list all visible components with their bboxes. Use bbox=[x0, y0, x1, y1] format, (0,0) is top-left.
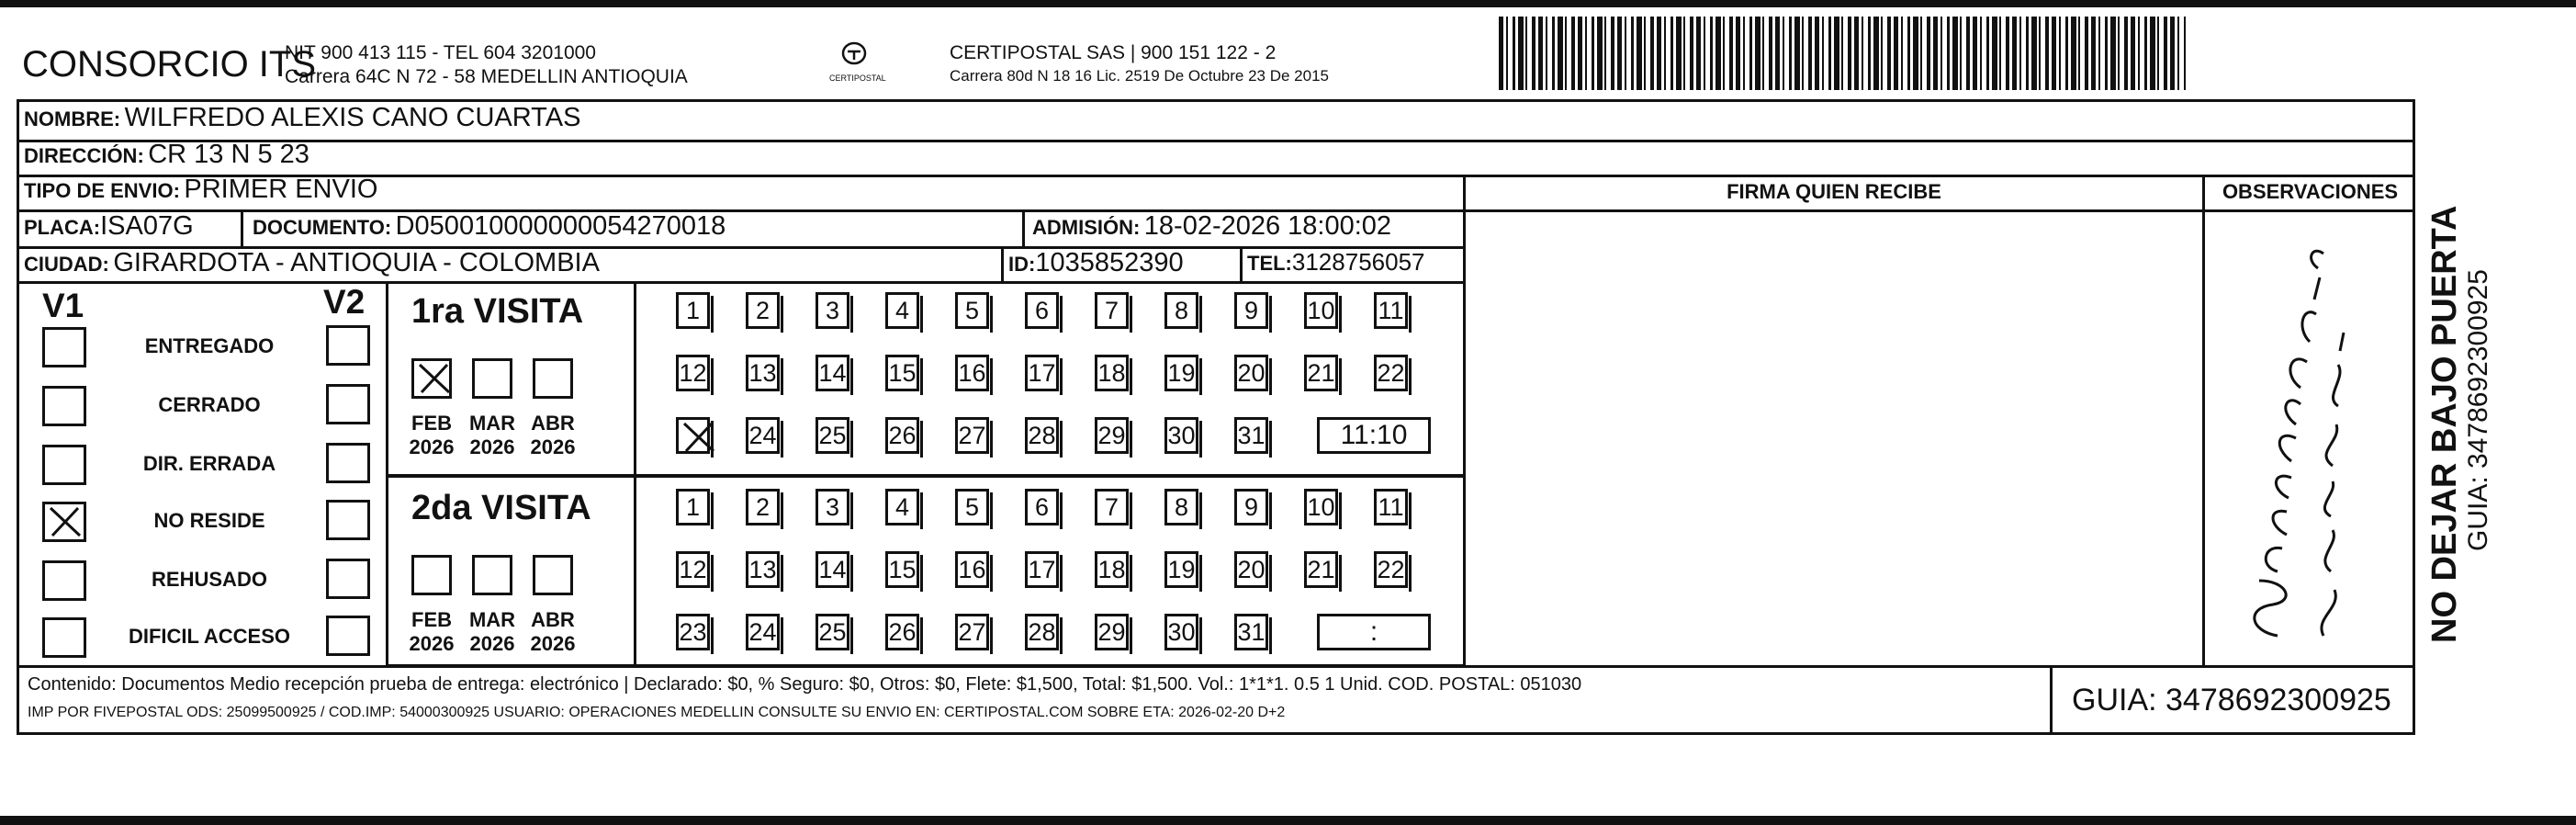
visit-day-box[interactable]: 28 bbox=[1025, 417, 1059, 454]
nit-line: NIT 900 413 115 - TEL 604 3201000 bbox=[285, 42, 596, 63]
visit-year-label: 2026 bbox=[530, 435, 576, 458]
status-v2-checkbox[interactable] bbox=[326, 384, 370, 424]
visit-month-label: MAR bbox=[468, 412, 516, 435]
visit-day-box[interactable]: 7 bbox=[1095, 292, 1129, 329]
bottom-border bbox=[0, 816, 2576, 825]
visit-year-label: 2026 bbox=[469, 632, 515, 655]
visit-day-box[interactable]: 26 bbox=[885, 417, 919, 454]
status-option-label: NO RESIDE bbox=[153, 509, 265, 532]
visit-day-box[interactable]: 14 bbox=[816, 355, 849, 391]
address-line: Carrera 64C N 72 - 58 MEDELLIN ANTIOQUIA bbox=[285, 66, 688, 87]
status-v2-checkbox[interactable] bbox=[326, 500, 370, 540]
visit-day-box[interactable]: 19 bbox=[1164, 355, 1198, 391]
visit-month-checkbox[interactable] bbox=[411, 358, 452, 399]
visit-day-box[interactable]: 7 bbox=[1095, 489, 1129, 526]
visit-day-box[interactable]: 31 bbox=[1234, 614, 1268, 650]
visit-day-box[interactable]: 12 bbox=[676, 355, 710, 391]
status-option-label: ENTREGADO bbox=[144, 334, 275, 357]
side-warning-panel bbox=[2424, 101, 2492, 652]
firma-label: FIRMA QUIEN RECIBE bbox=[1727, 180, 1941, 203]
visit-day-box[interactable]: 29 bbox=[1095, 417, 1129, 454]
direccion-value: CR 13 N 5 23 bbox=[148, 140, 309, 169]
visit-month-checkbox[interactable] bbox=[533, 358, 573, 399]
visit-day-box[interactable]: 31 bbox=[1234, 417, 1268, 454]
nombre-row: NOMBRE: WILFREDO ALEXIS CANO CUARTAS bbox=[24, 103, 581, 132]
visit-month-label: ABR bbox=[531, 412, 575, 435]
visit-day-box[interactable]: 13 bbox=[746, 355, 780, 391]
status-v2-checkbox[interactable] bbox=[326, 616, 370, 656]
top-border bbox=[0, 0, 2576, 7]
visit-day-box[interactable]: 27 bbox=[955, 614, 989, 650]
visit-month-checkbox[interactable] bbox=[472, 358, 512, 399]
visit-day-box[interactable]: 1 bbox=[676, 489, 710, 526]
visit-day-box[interactable]: 15 bbox=[885, 551, 919, 588]
visit-day-box[interactable]: 5 bbox=[955, 292, 989, 329]
visit-year-label: 2026 bbox=[469, 435, 515, 458]
visit-day-box[interactable]: 27 bbox=[955, 417, 989, 454]
visit-day-box[interactable]: 30 bbox=[1164, 417, 1198, 454]
visit-month-label: FEB bbox=[411, 608, 452, 631]
nombre-value: WILFREDO ALEXIS CANO CUARTAS bbox=[124, 103, 581, 132]
visit-title: 1ra VISITA bbox=[411, 292, 584, 331]
side-warning-text: NO DEJAR BAJO PUERTA bbox=[2425, 205, 2464, 643]
visit-day-box[interactable]: 2 bbox=[746, 489, 780, 526]
footer-guia: GUIA: 3478692300925 bbox=[2072, 683, 2391, 718]
status-v2-checkbox[interactable] bbox=[326, 443, 370, 483]
visit-day-box[interactable]: 17 bbox=[1025, 355, 1059, 391]
company-name: CONSORCIO ITS bbox=[22, 44, 317, 85]
status-v1-checkbox[interactable] bbox=[42, 327, 86, 367]
visit-day-box[interactable]: 23 bbox=[676, 614, 710, 650]
visit-year-label: 2026 bbox=[409, 632, 455, 655]
visit-day-box[interactable]: 10 bbox=[1304, 292, 1338, 329]
visit-day-box[interactable]: 12 bbox=[676, 551, 710, 588]
v2-header: V2 bbox=[323, 283, 366, 321]
visit-day-box[interactable]: 24 bbox=[746, 614, 780, 650]
status-option-label: DIFICIL ACCESO bbox=[128, 625, 290, 648]
direccion-row: DIRECCIÓN: CR 13 N 5 23 bbox=[24, 140, 309, 169]
side-guia-text: GUIA: 3478692300925 bbox=[2463, 269, 2492, 551]
visit-month-checkbox[interactable] bbox=[533, 555, 573, 595]
visit-day-box[interactable]: 9 bbox=[1234, 489, 1268, 526]
tel-field: TEL:3128756057 bbox=[1247, 248, 1425, 276]
status-v1-checkbox[interactable] bbox=[42, 617, 86, 658]
status-option-label: DIR. ERRADA bbox=[142, 452, 276, 475]
visit-day-box[interactable] bbox=[676, 417, 710, 454]
placa-field: PLACA:ISA07G bbox=[24, 211, 194, 241]
visit-day-box[interactable]: 2 bbox=[746, 292, 780, 329]
visit-day-box[interactable]: 21 bbox=[1304, 355, 1338, 391]
visit-day-box[interactable]: 16 bbox=[955, 551, 989, 588]
license-line: Carrera 80d N 18 16 Lic. 2519 De Octubre 23 De 2015 bbox=[950, 67, 1329, 85]
visit-day-box[interactable]: 3 bbox=[816, 489, 849, 526]
footer-imp-line: IMP POR FIVEPOSTAL ODS: 25099500925 / COD.IMP: 54000300925 USUARIO: OPERACIONES MEDELLIN CONSULTE SU ENVIO EN: CERTIPOSTAL.COM SOBRE ETA: 2026-02-20 D+2 bbox=[28, 705, 1286, 720]
logo-text: CERTIPOSTAL bbox=[829, 73, 886, 83]
visit-day-box[interactable]: 14 bbox=[816, 551, 849, 588]
status-v1-checkbox[interactable] bbox=[42, 386, 86, 426]
tipo-envio-row: TIPO DE ENVIO: PRIMER ENVIO bbox=[24, 175, 378, 204]
status-v2-checkbox[interactable] bbox=[326, 325, 370, 366]
visit-day-box[interactable]: 15 bbox=[885, 355, 919, 391]
certipostal-logo-icon bbox=[832, 40, 876, 68]
status-option-label: REHUSADO bbox=[152, 568, 267, 591]
visit-day-box[interactable]: 30 bbox=[1164, 614, 1198, 650]
status-v1-checkbox[interactable] bbox=[42, 502, 86, 542]
visit-day-box[interactable]: 28 bbox=[1025, 614, 1059, 650]
visit-year-label: 2026 bbox=[409, 435, 455, 458]
visit-day-box[interactable]: 26 bbox=[885, 614, 919, 650]
admision-field: ADMISIÓN: 18-02-2026 18:00:02 bbox=[1032, 211, 1392, 241]
visit-day-box[interactable]: 16 bbox=[955, 355, 989, 391]
visit-day-box[interactable]: 4 bbox=[885, 292, 919, 329]
visit-day-box[interactable]: 6 bbox=[1025, 292, 1059, 329]
visit-title: 2da VISITA bbox=[411, 489, 591, 527]
visit-time-field[interactable]: : bbox=[1317, 614, 1431, 650]
visit-time-field[interactable]: 11:10 bbox=[1317, 417, 1431, 454]
visit-day-box[interactable]: 5 bbox=[955, 489, 989, 526]
observaciones-label: OBSERVACIONES bbox=[2222, 180, 2399, 203]
visit-day-box[interactable]: 18 bbox=[1095, 551, 1129, 588]
visit-day-box[interactable]: 3 bbox=[816, 292, 849, 329]
status-v2-checkbox[interactable] bbox=[326, 559, 370, 599]
visit-day-box[interactable]: 19 bbox=[1164, 551, 1198, 588]
handwriting-scribble-icon bbox=[2222, 241, 2360, 645]
visit-day-box[interactable]: 6 bbox=[1025, 489, 1059, 526]
visit-day-box[interactable]: 24 bbox=[746, 417, 780, 454]
visit-day-box[interactable]: 25 bbox=[816, 417, 849, 454]
visit-month-label: ABR bbox=[531, 608, 575, 631]
courier-line: CERTIPOSTAL SAS | 900 151 122 - 2 bbox=[950, 42, 1277, 63]
visit-day-box[interactable]: 20 bbox=[1234, 355, 1268, 391]
visit-day-box[interactable]: 8 bbox=[1164, 292, 1198, 329]
visit-month-checkbox[interactable] bbox=[472, 555, 512, 595]
visit-day-box[interactable]: 10 bbox=[1304, 489, 1338, 526]
visit-year-label: 2026 bbox=[530, 632, 576, 655]
footer-content-line: Contenido: Documentos Medio recepción prueba de entrega: electrónico | Declarado: $0, % Seguro: $0, Otros: $0, Flete: $1,500, Total: $1,500. Vol.: 1*1*1. 0.5 1 Unid. COD. POSTAL: 051030 bbox=[28, 674, 1582, 695]
visit-day-box[interactable]: 21 bbox=[1304, 551, 1338, 588]
visit-day-box[interactable]: 13 bbox=[746, 551, 780, 588]
tipo-value: PRIMER ENVIO bbox=[184, 175, 378, 204]
visit-day-box[interactable]: 18 bbox=[1095, 355, 1129, 391]
visit-day-box[interactable]: 4 bbox=[885, 489, 919, 526]
barcode bbox=[1499, 17, 2186, 90]
ciudad-field: CIUDAD: GIRARDOTA - ANTIOQUIA - COLOMBIA bbox=[24, 248, 600, 277]
visit-day-box[interactable]: 8 bbox=[1164, 489, 1198, 526]
status-v1-checkbox[interactable] bbox=[42, 560, 86, 601]
visit-day-box[interactable]: 29 bbox=[1095, 614, 1129, 650]
visit-day-box[interactable]: 11 bbox=[1374, 489, 1408, 526]
v1-header: V1 bbox=[42, 287, 84, 324]
visit-month-label: FEB bbox=[411, 412, 452, 435]
visit-day-box[interactable]: 22 bbox=[1374, 551, 1408, 588]
visit-month-checkbox[interactable] bbox=[411, 555, 452, 595]
visit-month-label: MAR bbox=[468, 608, 516, 631]
visit-day-box[interactable]: 1 bbox=[676, 292, 710, 329]
visit-day-box[interactable]: 22 bbox=[1374, 355, 1408, 391]
visit-day-box[interactable]: 20 bbox=[1234, 551, 1268, 588]
visit-day-box[interactable]: 11 bbox=[1374, 292, 1408, 329]
documento-field: DOCUMENTO: D050010000000054270018 bbox=[253, 211, 726, 241]
visit-day-box[interactable]: 25 bbox=[816, 614, 849, 650]
visit-day-box[interactable]: 17 bbox=[1025, 551, 1059, 588]
status-option-label: CERRADO bbox=[158, 393, 261, 416]
id-field: ID:1035852390 bbox=[1008, 248, 1184, 277]
visit-day-box[interactable]: 9 bbox=[1234, 292, 1268, 329]
status-v1-checkbox[interactable] bbox=[42, 445, 86, 485]
handwritten-observation bbox=[2222, 241, 2360, 645]
